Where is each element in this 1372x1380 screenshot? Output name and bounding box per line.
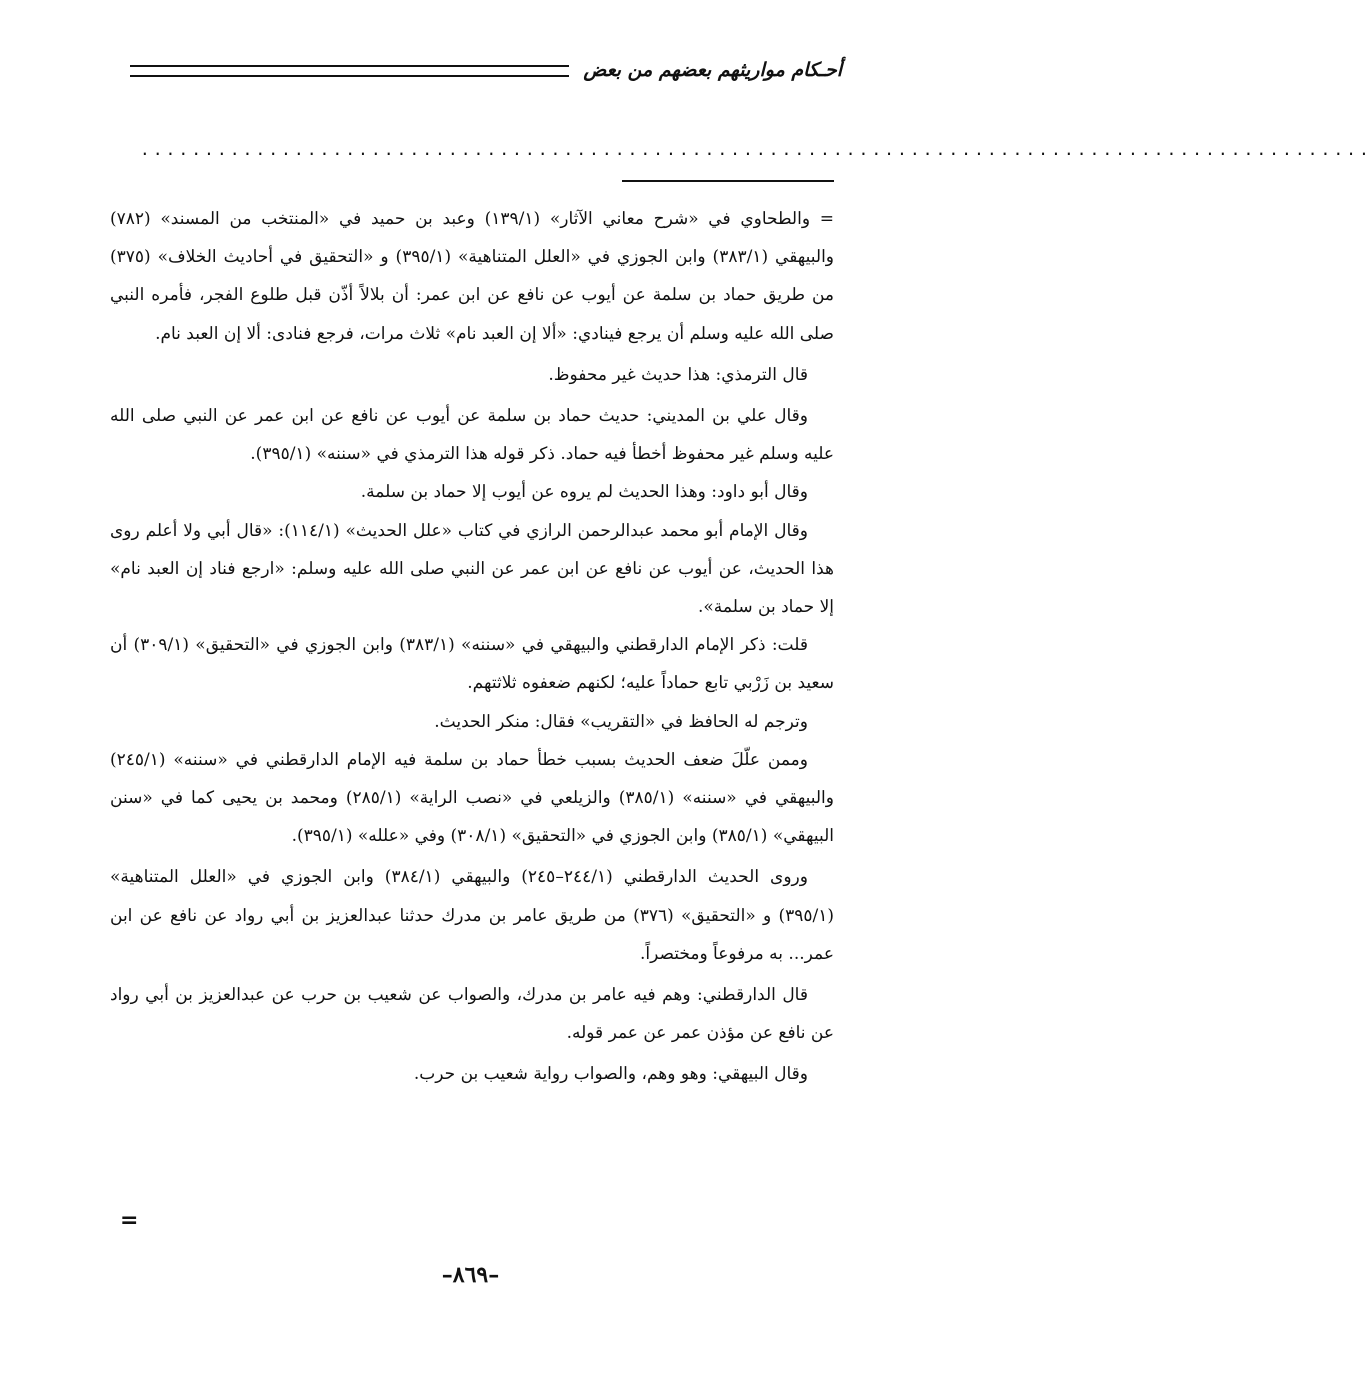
paragraph-11: وقال البيهقي: وهو وهم، والصواب رواية شعيب بن حرب. bbox=[413, 1064, 808, 1085]
continuation-mark: = bbox=[120, 1208, 139, 1233]
footnote-rule bbox=[622, 180, 834, 182]
paragraph-5: وقال الإمام أبو محمد عبدالرحمن الرازي في كتاب «علل الحديث» (١١٤/١): «قال أبي ولا أعلم روى هذا الحديث، عن أيوب عن نافع عن ابن عمر عن النبي صلى الله عليه وسلم: «ارجع فناد إن العبد نام» إلا حماد بن سلمة». bbox=[110, 520, 834, 618]
header-title: أحـكام مواريثهم بعضهم من بعض bbox=[583, 59, 842, 81]
paragraph-9: وروى الحديث الدارقطني (٢٤٤/١–٢٤٥) والبيهقي (٣٨٤/١) وابن الجوزي في «العلل المتناهية» (٣٩٥/١) و «التحقيق» (٣٧٦) من طريق عامر بن مدرك حدثنا عبدالعزيز بن أبي رواد عن نافع عن ابن عمر... به مرفوعاً ومختصراً. bbox=[110, 867, 835, 964]
paragraph-6: قلت: ذكر الإمام الدارقطني والبيهقي في «سننه» (٣٨٣/١) وابن الجوزي في «التحقيق» (٣٠٩/١) أن سعيد بن زَرْبي تابع حماداً عليه؛ لكنهم ضعفوه ثلاثتهم. bbox=[110, 635, 834, 694]
page-number: –٨٦٩– bbox=[441, 1262, 500, 1288]
header-double-rule bbox=[130, 65, 569, 77]
paragraph-8: وممن علّلَ ضعف الحديث بسبب خطأ حماد بن سلمة فيه الإمام الدارقطني في «سننه» (٢٤٥/١) والبيهقي في «سننه» (٣٨٥/١) والزيلعي في «نصب الراية» (٢٨٥/١) ومحمد بن يحيى كما في «سنن البيهقي» (٣٨٥/١) وابن الجوزي في «التحقيق» (٣٠٨/١) وفي «علله» (٣٩٥/١). bbox=[110, 749, 834, 847]
running-header bbox=[130, 54, 842, 86]
paragraph-3: وقال علي بن المديني: حديث حماد بن سلمة عن أيوب عن نافع عن ابن عمر عن النبي صلى الله عليه وسلم غير محفوظ أخطأ فيه حماد. ذكر قوله هذا الترمذي في «سننه» (٣٩٥/١). bbox=[110, 406, 834, 465]
paragraph-4: وقال أبو داود: وهذا الحديث لم يروه عن أيوب إلا حماد بن سلمة. bbox=[360, 482, 808, 503]
dotted-separator: ................................................................................................ bbox=[140, 140, 1372, 159]
footnote-text bbox=[110, 200, 834, 1094]
paragraph-1: = والطحاوي في «شرح معاني الآثار» (١٣٩/١) وعبد بن حميد في «المنتخب من المسند» (٧٨٢) والبيهقي (٣٨٣/١) وابن الجوزي في «العلل المتناهية» (٣٩٥/١) و «التحقيق في أحاديث الخلاف» (٣٧٥) من طريق حماد بن سلمة عن أيوب عن نافع عن ابن عمر: أن بلالاً أذّن قبل طلوع الفجر، فأمره النبي صلى الله عليه وسلم أن يرجع فينادي: «ألا إن العبد نام» ثلاث مرات، فرجع فنادى: ألا إن العبد نام. bbox=[110, 209, 834, 344]
paragraph-7: وترجم له الحافظ في «التقريب» فقال: منكر الحديث. bbox=[434, 711, 808, 732]
paragraph-10: قال الدارقطني: وهم فيه عامر بن مدرك، والصواب عن شعيب بن حرب عن عبدالعزيز بن أبي رواد عن نافع عن مؤذن عمر عن عمر قوله. bbox=[110, 985, 834, 1044]
paragraph-2: قال الترمذي: هذا حديث غير محفوظ. bbox=[548, 364, 808, 385]
